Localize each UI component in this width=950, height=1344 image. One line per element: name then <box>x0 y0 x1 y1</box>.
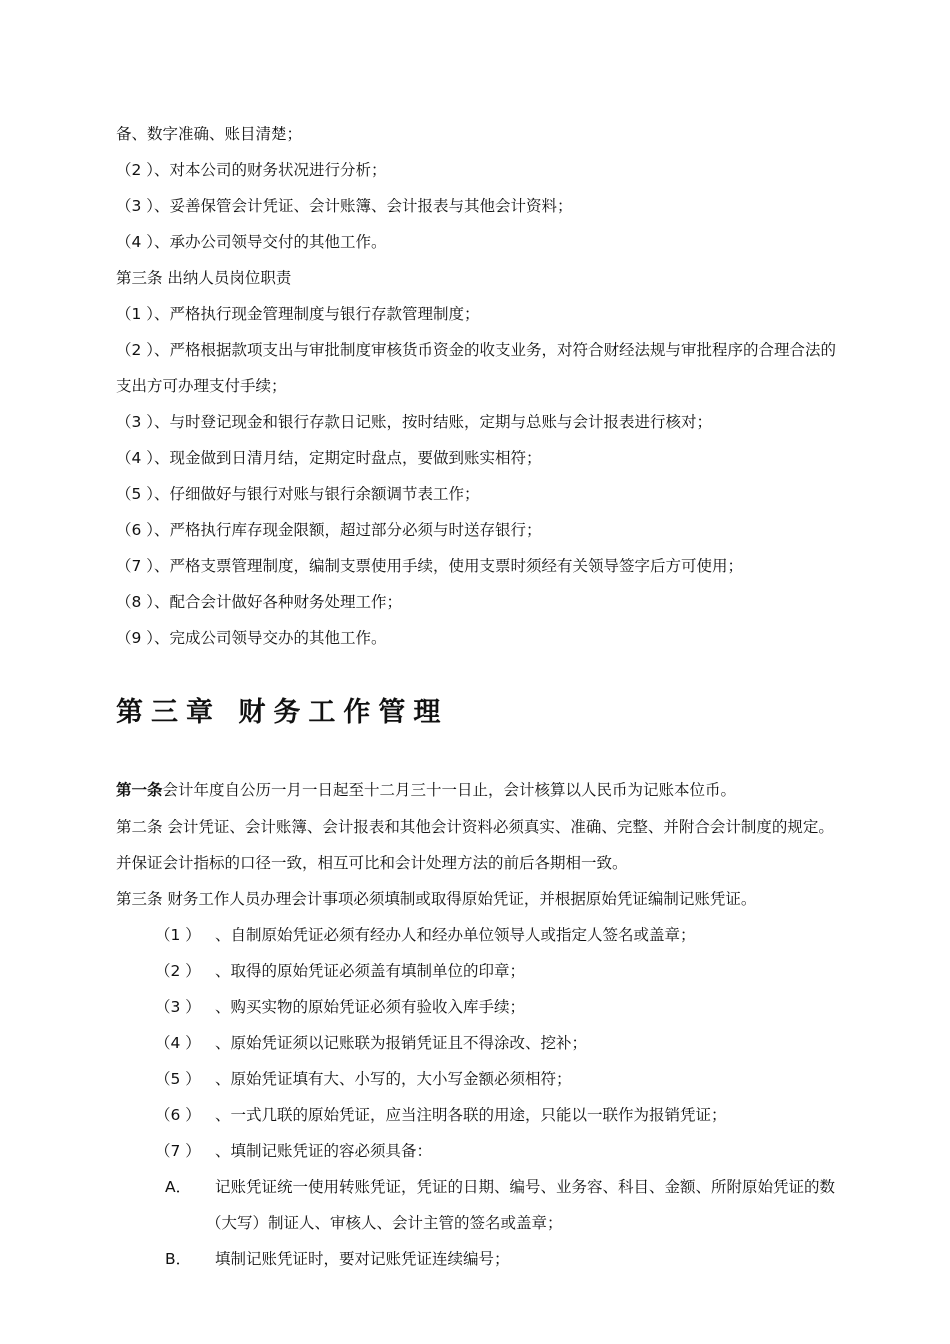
sub-item-continuation: （大写）制证人、审核人、会计主管的签名或盖章； <box>206 1214 563 1232</box>
paragraph-line: （4 ）、现金做到日清月结，定期定时盘点，要做到账实相符； <box>116 449 542 467</box>
sub-marker: B． <box>165 1250 192 1268</box>
list-marker: （7 ） <box>155 1142 201 1160</box>
paragraph-line: （8 ）、配合会计做好各种财务处理工作； <box>116 593 403 611</box>
list-marker: （5 ） <box>155 1070 201 1088</box>
list-item <box>155 1033 587 1053</box>
paragraph-line: 备、数字准确、账目清楚； <box>116 125 303 143</box>
list-item <box>155 997 525 1017</box>
article-1-lead: 第一条 <box>116 781 163 799</box>
list-marker: （3 ） <box>155 998 201 1016</box>
article-2-line: 第二条 会计凭证、会计账簿、会计报表和其他会计资料必须真实、准确、完整、并附合会计制度的规定。 <box>116 818 834 836</box>
paragraph-line: （7 ）、严格支票管理制度，编制支票使用手续，使用支票时须经有关领导签字后方可使用； <box>116 557 744 575</box>
list-text: 、一式几联的原始凭证，应当注明各联的用途，只能以一联作为报销凭证； <box>215 1106 727 1124</box>
article-1-text: 会计年度自公历一月一日起至十二月三十一日止，会计核算以人民币为记账本位币。 <box>162 781 737 799</box>
paragraph-line: （3 ）、与时登记现金和银行存款日记账，按时结账，定期与总账与会计报表进行核对； <box>116 413 713 431</box>
list-marker: （2 ） <box>155 962 201 980</box>
article-3: 第三条 财务工作人员办理会计事项必须填制或取得原始凭证，并根据原始凭证编制记账凭证。 <box>116 890 757 908</box>
list-item <box>155 1141 432 1161</box>
list-marker: （1 ） <box>155 926 201 944</box>
list-text: 、自制原始凭证必须有经办人和经办单位领导人或指定人签名或盖章； <box>215 926 696 944</box>
sub-item <box>165 1177 835 1197</box>
list-item <box>155 961 525 981</box>
article-title: 第三条 出纳人员岗位职责 <box>116 269 292 287</box>
sub-text: 记账凭证统一使用转账凭证，凭证的日期、编号、业务容、科目、金额、所附原始凭证的数 <box>215 1178 836 1196</box>
article-2-line: 并保证会计指标的口径一致，相互可比和会计处理方法的前后各期相一致。 <box>116 854 628 872</box>
list-marker: （6 ） <box>155 1106 201 1124</box>
list-text: 、购买实物的原始凭证必须有验收入库手续； <box>215 998 526 1016</box>
list-text: 、原始凭证填有大、小写的，大小写金额必须相符； <box>215 1070 572 1088</box>
list-marker: （4 ） <box>155 1034 201 1052</box>
list-item <box>155 925 696 945</box>
paragraph-line: 支出方可办理支付手续； <box>116 377 287 395</box>
chapter-heading: 第三章 财务工作管理 <box>116 697 449 728</box>
article-1 <box>116 780 736 800</box>
list-text: 、填制记账凭证的容必须具备： <box>215 1142 433 1160</box>
paragraph-line: （1 ）、严格执行现金管理制度与银行存款管理制度； <box>116 305 480 323</box>
list-text: 、取得的原始凭证必须盖有填制单位的印章； <box>215 962 526 980</box>
paragraph-line: （2 ）、对本公司的财务状况进行分析； <box>116 161 387 179</box>
paragraph-line: （4 ）、承办公司领导交付的其他工作。 <box>116 233 387 251</box>
paragraph-line: （9 ）、完成公司领导交办的其他工作。 <box>116 629 387 647</box>
paragraph-line: （6 ）、严格执行库存现金限额，超过部分必须与时送存银行； <box>116 521 542 539</box>
list-item <box>155 1069 572 1089</box>
list-text: 、原始凭证须以记账联为报销凭证且不得涂改、挖补； <box>215 1034 588 1052</box>
paragraph-line: （5 ）、仔细做好与银行对账与银行余额调节表工作； <box>116 485 480 503</box>
sub-marker: A． <box>165 1178 192 1196</box>
paragraph-line: （2 ）、严格根据款项支出与审批制度审核货币资金的收支业务，对符合财经法规与审批程序的合理合法的 <box>116 341 837 359</box>
sub-text: 填制记账凭证时，要对记账凭证连续编号； <box>215 1250 510 1268</box>
paragraph-line: （3 ）、妥善保管会计凭证、会计账簿、会计报表与其他会计资料； <box>116 197 573 215</box>
sub-item <box>165 1249 510 1269</box>
list-item <box>155 1105 727 1125</box>
